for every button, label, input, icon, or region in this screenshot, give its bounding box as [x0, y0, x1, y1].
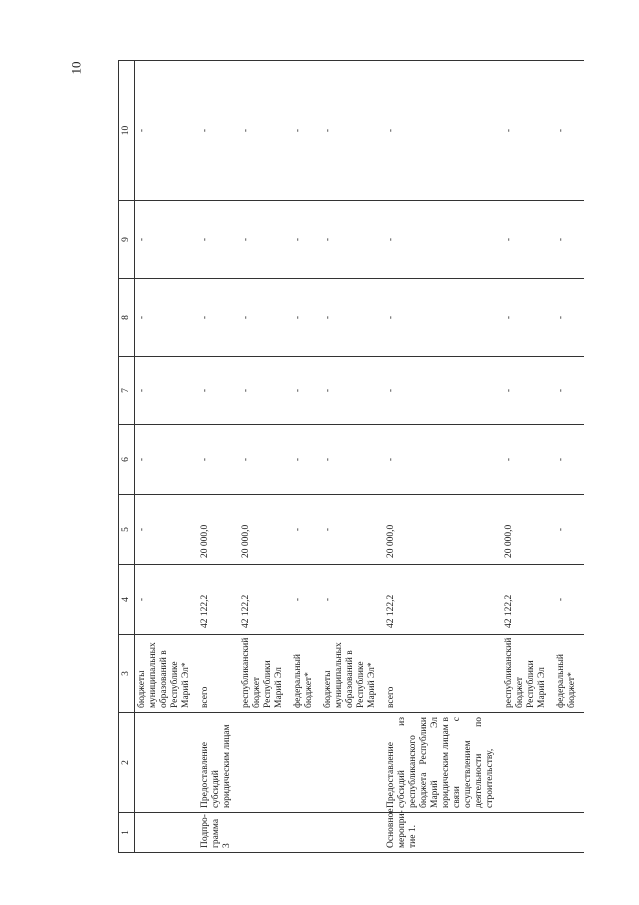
cell-name [135, 713, 199, 813]
cell-value: - [502, 279, 554, 357]
column-header: 8 [119, 279, 135, 357]
cell-value: - [291, 357, 321, 425]
cell-name [291, 713, 321, 813]
cell-value: - [135, 201, 199, 279]
cell-value: - [291, 425, 321, 495]
cell-value: - [321, 495, 384, 565]
cell-source: федеральный бюджет* [291, 635, 321, 713]
cell-value: - [135, 565, 199, 635]
cell-code [321, 813, 384, 853]
cell-value: 20 000,0 [239, 495, 291, 565]
cell-value: - [321, 279, 384, 357]
cell-code [554, 813, 584, 853]
column-header: 7 [119, 357, 135, 425]
cell-source: всего [384, 635, 502, 713]
table-row [502, 61, 554, 853]
column-header: 3 [119, 635, 135, 713]
page-number: 10 [68, 61, 84, 75]
cell-value: - [291, 495, 321, 565]
cell-value: - [321, 201, 384, 279]
cell-value: - [321, 565, 384, 635]
cell-value: - [321, 425, 384, 495]
cell-value: - [291, 201, 321, 279]
cell-value: - [239, 279, 291, 357]
cell-value: - [502, 61, 554, 201]
cell-value: - [502, 357, 554, 425]
column-header: 2 [119, 713, 135, 813]
cell-value: - [198, 279, 239, 357]
table-row [554, 61, 584, 853]
cell-value: - [384, 61, 502, 201]
cell-name [554, 713, 584, 813]
cell-code: Подпро- грамма 3 [198, 813, 239, 853]
cell-value: - [291, 565, 321, 635]
table-row [239, 61, 291, 853]
cell-name [239, 713, 291, 813]
cell-value: - [135, 61, 199, 201]
cell-code [239, 813, 291, 853]
cell-value: 42 122,2 [198, 565, 239, 635]
cell-name: Предоставление субсидий юридическим лицам [198, 713, 239, 813]
column-header: 9 [119, 201, 135, 279]
cell-value: - [554, 425, 584, 495]
table-row [135, 61, 199, 853]
cell-value: - [291, 61, 321, 201]
cell-value: - [198, 201, 239, 279]
budget-table-container [118, 61, 639, 853]
cell-value: - [135, 279, 199, 357]
table-row [321, 61, 384, 853]
cell-value: - [239, 61, 291, 201]
cell-value: - [135, 357, 199, 425]
cell-name [321, 713, 384, 813]
cell-value: 20 000,0 [198, 495, 239, 565]
cell-source: республиканский бюджет Республики Марий Эл [502, 635, 554, 713]
column-header: 5 [119, 495, 135, 565]
column-header: 6 [119, 425, 135, 495]
cell-value: - [135, 495, 199, 565]
cell-value: 42 122,2 [384, 565, 502, 635]
cell-source: республиканский бюджет Республики Марий Эл [239, 635, 291, 713]
cell-name [502, 713, 554, 813]
cell-value: - [384, 357, 502, 425]
cell-value: - [321, 61, 384, 201]
cell-value: 20 000,0 [502, 495, 554, 565]
cell-value: - [554, 357, 584, 425]
cell-value: - [554, 279, 584, 357]
cell-code [291, 813, 321, 853]
cell-value: - [384, 201, 502, 279]
column-header: 1 [119, 813, 135, 853]
table-row [291, 61, 321, 853]
cell-value: - [239, 357, 291, 425]
cell-value: - [198, 357, 239, 425]
cell-value: 42 122,2 [502, 565, 554, 635]
cell-source: бюджеты муниципальных образований в Республике Марий Эл* [321, 635, 384, 713]
cell-value: - [502, 425, 554, 495]
cell-code [135, 813, 199, 853]
cell-value: 20 000,0 [384, 495, 502, 565]
cell-value: - [554, 61, 584, 201]
cell-source: всего [198, 635, 239, 713]
cell-code [502, 813, 554, 853]
cell-value: 42 122,2 [239, 565, 291, 635]
cell-value: - [135, 425, 199, 495]
cell-value: - [239, 425, 291, 495]
cell-value: - [239, 201, 291, 279]
cell-source: федеральный бюджет* [554, 635, 584, 713]
header-row [119, 61, 135, 853]
table-row [198, 61, 239, 853]
cell-value: - [384, 425, 502, 495]
cell-code: Основное меропри- тие 1. [384, 813, 502, 853]
cell-value: - [291, 279, 321, 357]
cell-name: Предоставление субсидий из республиканского бюджета Республики Марий Эл юридическим лицам в связи с осуществлением деятельности по строительству, [384, 713, 502, 813]
cell-value: - [554, 495, 584, 565]
table-row [384, 61, 502, 853]
cell-value: - [198, 425, 239, 495]
cell-value: - [554, 201, 584, 279]
cell-value: - [321, 357, 384, 425]
column-header: 4 [119, 565, 135, 635]
cell-value: - [198, 61, 239, 201]
cell-source: бюджеты муниципальных образований в Республике Марий Эл* [135, 635, 199, 713]
cell-value: - [502, 201, 554, 279]
column-header: 10 [119, 61, 135, 201]
budget-table [118, 60, 584, 853]
cell-value: - [554, 565, 584, 635]
cell-value: - [384, 279, 502, 357]
